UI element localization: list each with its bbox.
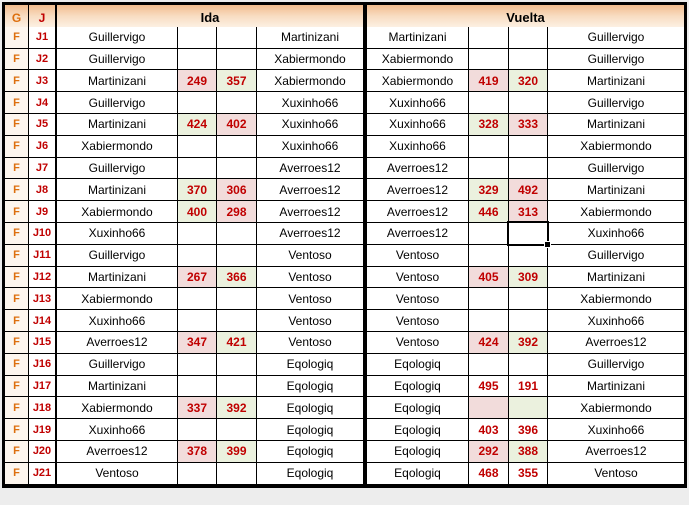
ida-away-player-cell[interactable]: Xuxinho66 bbox=[257, 136, 367, 158]
jornada-label-cell[interactable]: J15 bbox=[29, 332, 57, 354]
vuelta-home-score-cell[interactable]: 495 bbox=[469, 376, 509, 398]
ida-home-player-cell[interactable]: Martinizani bbox=[57, 267, 178, 289]
vuelta-away-score-cell[interactable] bbox=[509, 49, 548, 71]
vuelta-home-score-cell[interactable] bbox=[469, 397, 509, 419]
ida-away-score-cell[interactable] bbox=[217, 288, 257, 310]
ida-home-score-cell[interactable]: 249 bbox=[178, 70, 217, 92]
vuelta-away-score-cell[interactable] bbox=[509, 288, 548, 310]
vuelta-away-score-cell[interactable]: 313 bbox=[509, 201, 548, 223]
ida-away-score-cell[interactable] bbox=[217, 27, 257, 49]
ida-away-player-cell[interactable]: Xuxinho66 bbox=[257, 114, 367, 136]
ida-home-player-cell[interactable]: Martinizani bbox=[57, 70, 178, 92]
vuelta-home-score-cell[interactable] bbox=[469, 310, 509, 332]
ida-home-score-cell[interactable] bbox=[178, 288, 217, 310]
jornada-label-cell[interactable]: J17 bbox=[29, 376, 57, 398]
ida-home-player-cell[interactable]: Ventoso bbox=[57, 463, 178, 485]
ida-away-player-cell[interactable]: Eqologiq bbox=[257, 463, 367, 485]
vuelta-away-score-cell[interactable]: 191 bbox=[509, 376, 548, 398]
jornada-label-cell[interactable]: J1 bbox=[29, 27, 57, 49]
vuelta-home-player-cell[interactable]: Ventoso bbox=[367, 245, 469, 267]
vuelta-home-player-cell[interactable]: Ventoso bbox=[367, 332, 469, 354]
ida-away-player-cell[interactable]: Ventoso bbox=[257, 267, 367, 289]
ida-away-score-cell[interactable] bbox=[217, 419, 257, 441]
ida-away-player-cell[interactable]: Averroes12 bbox=[257, 223, 367, 245]
ida-home-player-cell[interactable]: Xabiermondo bbox=[57, 288, 178, 310]
ida-home-player-cell[interactable]: Martinizani bbox=[57, 179, 178, 201]
group-cell-cell[interactable]: F bbox=[5, 376, 29, 398]
group-cell-cell[interactable]: F bbox=[5, 354, 29, 376]
ida-home-player-cell[interactable]: Xuxinho66 bbox=[57, 310, 178, 332]
vuelta-away-score-cell[interactable] bbox=[509, 27, 548, 49]
vuelta-home-player-cell[interactable]: Xabiermondo bbox=[367, 70, 469, 92]
vuelta-home-score-cell[interactable] bbox=[469, 223, 509, 245]
group-cell-cell[interactable]: F bbox=[5, 92, 29, 114]
ida-away-score-cell[interactable]: 402 bbox=[217, 114, 257, 136]
ida-away-score-cell[interactable] bbox=[217, 49, 257, 71]
vuelta-away-player-cell[interactable]: Guillervigo bbox=[548, 49, 684, 71]
ida-home-score-cell[interactable] bbox=[178, 463, 217, 485]
vuelta-away-player-cell[interactable]: Xuxinho66 bbox=[548, 310, 684, 332]
ida-home-player-cell[interactable]: Averroes12 bbox=[57, 332, 178, 354]
vuelta-away-score-cell[interactable]: 355 bbox=[509, 463, 548, 485]
group-cell-cell[interactable]: F bbox=[5, 397, 29, 419]
vuelta-home-score-cell[interactable] bbox=[469, 158, 509, 180]
group-cell-cell[interactable]: F bbox=[5, 419, 29, 441]
vuelta-away-score-cell[interactable] bbox=[509, 397, 548, 419]
ida-home-player-cell[interactable]: Xabiermondo bbox=[57, 397, 178, 419]
ida-home-score-cell[interactable] bbox=[178, 27, 217, 49]
ida-away-score-cell[interactable] bbox=[217, 354, 257, 376]
ida-away-player-cell[interactable]: Averroes12 bbox=[257, 179, 367, 201]
vuelta-away-score-cell[interactable]: 396 bbox=[509, 419, 548, 441]
ida-home-player-cell[interactable]: Guillervigo bbox=[57, 27, 178, 49]
ida-away-score-cell[interactable]: 298 bbox=[217, 201, 257, 223]
group-cell-cell[interactable]: F bbox=[5, 158, 29, 180]
ida-away-player-cell[interactable]: Eqologiq bbox=[257, 376, 367, 398]
vuelta-away-score-cell[interactable]: 309 bbox=[509, 267, 548, 289]
vuelta-away-score-cell[interactable] bbox=[509, 92, 548, 114]
vuelta-home-player-cell[interactable]: Xuxinho66 bbox=[367, 136, 469, 158]
ida-away-score-cell[interactable] bbox=[217, 223, 257, 245]
ida-away-score-cell[interactable]: 421 bbox=[217, 332, 257, 354]
ida-away-player-cell[interactable]: Ventoso bbox=[257, 245, 367, 267]
vuelta-away-score-cell[interactable]: 492 bbox=[509, 179, 548, 201]
ida-home-score-cell[interactable] bbox=[178, 245, 217, 267]
jornada-label-cell[interactable]: J2 bbox=[29, 49, 57, 71]
vuelta-away-player-cell[interactable]: Guillervigo bbox=[548, 92, 684, 114]
ida-away-score-cell[interactable]: 357 bbox=[217, 70, 257, 92]
fixtures-grid bbox=[5, 5, 684, 485]
ida-away-player-cell[interactable]: Eqologiq bbox=[257, 354, 367, 376]
vuelta-away-player-cell[interactable]: Guillervigo bbox=[548, 354, 684, 376]
vuelta-away-player-cell[interactable]: Martinizani bbox=[548, 70, 684, 92]
group-cell-cell[interactable]: F bbox=[5, 201, 29, 223]
vuelta-away-player-cell[interactable]: Xabiermondo bbox=[548, 201, 684, 223]
vuelta-away-player-cell[interactable]: Ventoso bbox=[548, 463, 684, 485]
ida-away-score-cell[interactable] bbox=[217, 158, 257, 180]
vuelta-away-score-cell[interactable]: 388 bbox=[509, 441, 548, 463]
column-header-jornada[interactable]: J bbox=[29, 5, 57, 32]
vuelta-home-score-cell[interactable]: 424 bbox=[469, 332, 509, 354]
vuelta-home-player-cell[interactable]: Averroes12 bbox=[367, 201, 469, 223]
ida-away-score-cell[interactable]: 306 bbox=[217, 179, 257, 201]
group-cell-cell[interactable]: F bbox=[5, 245, 29, 267]
jornada-label-cell[interactable]: J6 bbox=[29, 136, 57, 158]
vuelta-away-player-cell[interactable]: Guillervigo bbox=[548, 245, 684, 267]
ida-away-score-cell[interactable] bbox=[217, 310, 257, 332]
ida-home-score-cell[interactable]: 400 bbox=[178, 201, 217, 223]
section-header-ida[interactable]: Ida bbox=[57, 5, 367, 32]
vuelta-away-player-cell[interactable]: Guillervigo bbox=[548, 158, 684, 180]
vuelta-home-score-cell[interactable] bbox=[469, 136, 509, 158]
ida-away-player-cell[interactable]: Averroes12 bbox=[257, 201, 367, 223]
jornada-label-cell[interactable]: J21 bbox=[29, 463, 57, 485]
ida-home-player-cell[interactable]: Guillervigo bbox=[57, 92, 178, 114]
vuelta-home-score-cell[interactable] bbox=[469, 92, 509, 114]
vuelta-home-score-cell[interactable]: 446 bbox=[469, 201, 509, 223]
jornada-label-cell[interactable]: J10 bbox=[29, 223, 57, 245]
vuelta-home-player-cell[interactable]: Eqologiq bbox=[367, 376, 469, 398]
vuelta-away-player-cell[interactable]: Martinizani bbox=[548, 267, 684, 289]
vuelta-away-player-cell[interactable]: Martinizani bbox=[548, 179, 684, 201]
vuelta-home-player-cell[interactable]: Eqologiq bbox=[367, 397, 469, 419]
vuelta-home-player-cell[interactable]: Eqologiq bbox=[367, 354, 469, 376]
ida-home-player-cell[interactable]: Xuxinho66 bbox=[57, 223, 178, 245]
ida-away-player-cell[interactable]: Averroes12 bbox=[257, 158, 367, 180]
jornada-label-cell[interactable]: J20 bbox=[29, 441, 57, 463]
section-header-vuelta[interactable]: Vuelta bbox=[367, 5, 684, 32]
jornada-label-cell[interactable]: J16 bbox=[29, 354, 57, 376]
ida-home-score-cell[interactable]: 347 bbox=[178, 332, 217, 354]
vuelta-home-score-cell[interactable] bbox=[469, 354, 509, 376]
vuelta-home-score-cell[interactable]: 328 bbox=[469, 114, 509, 136]
ida-home-score-cell[interactable] bbox=[178, 92, 217, 114]
ida-away-player-cell[interactable]: Eqologiq bbox=[257, 397, 367, 419]
jornada-label-cell[interactable]: J13 bbox=[29, 288, 57, 310]
ida-home-player-cell[interactable]: Guillervigo bbox=[57, 158, 178, 180]
ida-away-player-cell[interactable]: Ventoso bbox=[257, 310, 367, 332]
vuelta-away-player-cell[interactable]: Xabiermondo bbox=[548, 136, 684, 158]
jornada-label-cell[interactable]: J12 bbox=[29, 267, 57, 289]
ida-home-score-cell[interactable]: 370 bbox=[178, 179, 217, 201]
vuelta-home-score-cell[interactable] bbox=[469, 49, 509, 71]
ida-away-player-cell[interactable]: Ventoso bbox=[257, 288, 367, 310]
ida-home-score-cell[interactable]: 424 bbox=[178, 114, 217, 136]
jornada-label-cell[interactable]: J19 bbox=[29, 419, 57, 441]
vuelta-home-player-cell[interactable]: Xuxinho66 bbox=[367, 92, 469, 114]
vuelta-away-player-cell[interactable]: Martinizani bbox=[548, 114, 684, 136]
vuelta-home-score-cell[interactable] bbox=[469, 245, 509, 267]
ida-away-player-cell[interactable]: Xuxinho66 bbox=[257, 92, 367, 114]
group-cell-cell[interactable]: F bbox=[5, 332, 29, 354]
ida-away-score-cell[interactable] bbox=[217, 245, 257, 267]
jornada-label-cell[interactable]: J14 bbox=[29, 310, 57, 332]
ida-home-player-cell[interactable]: Xabiermondo bbox=[57, 201, 178, 223]
vuelta-away-player-cell[interactable]: Martinizani bbox=[548, 376, 684, 398]
vuelta-home-score-cell[interactable]: 292 bbox=[469, 441, 509, 463]
vuelta-home-player-cell[interactable]: Ventoso bbox=[367, 310, 469, 332]
ida-home-player-cell[interactable]: Guillervigo bbox=[57, 354, 178, 376]
jornada-label-cell[interactable]: J3 bbox=[29, 70, 57, 92]
ida-away-score-cell[interactable] bbox=[217, 136, 257, 158]
group-cell-cell[interactable]: F bbox=[5, 27, 29, 49]
vuelta-home-score-cell[interactable]: 419 bbox=[469, 70, 509, 92]
group-cell-cell[interactable]: F bbox=[5, 267, 29, 289]
ida-home-score-cell[interactable] bbox=[178, 136, 217, 158]
vuelta-home-player-cell[interactable]: Eqologiq bbox=[367, 419, 469, 441]
vuelta-away-player-cell[interactable]: Xuxinho66 bbox=[548, 419, 684, 441]
ida-home-player-cell[interactable]: Guillervigo bbox=[57, 49, 178, 71]
ida-home-score-cell[interactable] bbox=[178, 49, 217, 71]
vuelta-away-player-cell[interactable]: Xuxinho66 bbox=[548, 223, 684, 245]
vuelta-home-player-cell[interactable]: Martinizani bbox=[367, 27, 469, 49]
ida-home-player-cell[interactable]: Xuxinho66 bbox=[57, 419, 178, 441]
ida-home-player-cell[interactable]: Averroes12 bbox=[57, 441, 178, 463]
vuelta-home-score-cell[interactable] bbox=[469, 288, 509, 310]
vuelta-home-player-cell[interactable]: Averroes12 bbox=[367, 158, 469, 180]
group-cell-cell[interactable]: F bbox=[5, 70, 29, 92]
jornada-label-cell[interactable]: J4 bbox=[29, 92, 57, 114]
vuelta-away-score-cell[interactable]: 333 bbox=[509, 114, 548, 136]
ida-away-player-cell[interactable]: Eqologiq bbox=[257, 441, 367, 463]
group-cell-cell[interactable]: F bbox=[5, 179, 29, 201]
ida-away-score-cell[interactable]: 399 bbox=[217, 441, 257, 463]
vuelta-away-score-cell[interactable] bbox=[509, 354, 548, 376]
ida-home-player-cell[interactable]: Martinizani bbox=[57, 376, 178, 398]
jornada-label-cell[interactable]: J11 bbox=[29, 245, 57, 267]
ida-away-player-cell[interactable]: Ventoso bbox=[257, 332, 367, 354]
ida-home-score-cell[interactable]: 337 bbox=[178, 397, 217, 419]
vuelta-away-score-cell-selected[interactable] bbox=[509, 223, 548, 245]
vuelta-away-score-cell[interactable] bbox=[509, 158, 548, 180]
ida-home-player-cell[interactable]: Guillervigo bbox=[57, 245, 178, 267]
ida-home-player-cell[interactable]: Martinizani bbox=[57, 114, 178, 136]
vuelta-home-player-cell[interactable]: Eqologiq bbox=[367, 441, 469, 463]
group-cell-cell[interactable]: F bbox=[5, 136, 29, 158]
vuelta-home-player-cell[interactable]: Xuxinho66 bbox=[367, 114, 469, 136]
ida-away-player-cell[interactable]: Martinizani bbox=[257, 27, 367, 49]
ida-away-score-cell[interactable] bbox=[217, 92, 257, 114]
vuelta-away-player-cell[interactable]: Averroes12 bbox=[548, 332, 684, 354]
vuelta-away-score-cell[interactable]: 320 bbox=[509, 70, 548, 92]
vuelta-away-score-cell[interactable] bbox=[509, 310, 548, 332]
ida-away-score-cell[interactable] bbox=[217, 376, 257, 398]
ida-home-score-cell[interactable] bbox=[178, 419, 217, 441]
jornada-label-cell[interactable]: J8 bbox=[29, 179, 57, 201]
group-cell-cell[interactable]: F bbox=[5, 288, 29, 310]
vuelta-away-player-cell[interactable]: Xabiermondo bbox=[548, 397, 684, 419]
ida-away-player-cell[interactable]: Xabiermondo bbox=[257, 49, 367, 71]
vuelta-home-score-cell[interactable]: 403 bbox=[469, 419, 509, 441]
vuelta-away-score-cell[interactable]: 392 bbox=[509, 332, 548, 354]
ida-away-player-cell[interactable]: Eqologiq bbox=[257, 419, 367, 441]
group-cell-cell[interactable]: F bbox=[5, 463, 29, 485]
jornada-label-cell[interactable]: J18 bbox=[29, 397, 57, 419]
vuelta-away-score-cell[interactable] bbox=[509, 245, 548, 267]
vuelta-home-player-cell[interactable]: Xabiermondo bbox=[367, 49, 469, 71]
vuelta-home-score-cell[interactable]: 468 bbox=[469, 463, 509, 485]
vuelta-home-score-cell[interactable] bbox=[469, 27, 509, 49]
vuelta-home-player-cell[interactable]: Averroes12 bbox=[367, 223, 469, 245]
vuelta-away-player-cell[interactable]: Averroes12 bbox=[548, 441, 684, 463]
ida-home-score-cell[interactable]: 378 bbox=[178, 441, 217, 463]
ida-home-player-cell[interactable]: Xabiermondo bbox=[57, 136, 178, 158]
vuelta-home-score-cell[interactable]: 405 bbox=[469, 267, 509, 289]
vuelta-home-player-cell[interactable]: Averroes12 bbox=[367, 179, 469, 201]
group-cell-cell[interactable]: F bbox=[5, 310, 29, 332]
vuelta-home-player-cell[interactable]: Eqologiq bbox=[367, 463, 469, 485]
ida-home-score-cell[interactable] bbox=[178, 158, 217, 180]
ida-home-score-cell[interactable] bbox=[178, 223, 217, 245]
vuelta-home-score-cell[interactable]: 329 bbox=[469, 179, 509, 201]
group-cell-cell[interactable]: F bbox=[5, 114, 29, 136]
vuelta-away-score-cell[interactable] bbox=[509, 136, 548, 158]
jornada-label-cell[interactable]: J7 bbox=[29, 158, 57, 180]
group-cell-cell[interactable]: F bbox=[5, 49, 29, 71]
group-cell-cell[interactable]: F bbox=[5, 441, 29, 463]
ida-home-score-cell[interactable] bbox=[178, 354, 217, 376]
jornada-label-cell[interactable]: J9 bbox=[29, 201, 57, 223]
vuelta-away-player-cell[interactable]: Xabiermondo bbox=[548, 288, 684, 310]
vuelta-home-player-cell[interactable]: Ventoso bbox=[367, 288, 469, 310]
ida-away-score-cell[interactable]: 366 bbox=[217, 267, 257, 289]
jornada-label-cell[interactable]: J5 bbox=[29, 114, 57, 136]
ida-away-score-cell[interactable]: 392 bbox=[217, 397, 257, 419]
ida-home-score-cell[interactable]: 267 bbox=[178, 267, 217, 289]
fixtures-table bbox=[2, 2, 687, 488]
ida-home-score-cell[interactable] bbox=[178, 310, 217, 332]
ida-away-player-cell[interactable]: Xabiermondo bbox=[257, 70, 367, 92]
vuelta-away-player-cell[interactable]: Guillervigo bbox=[548, 27, 684, 49]
group-cell-cell[interactable]: F bbox=[5, 223, 29, 245]
ida-away-score-cell[interactable] bbox=[217, 463, 257, 485]
vuelta-home-player-cell[interactable]: Ventoso bbox=[367, 267, 469, 289]
column-header-g[interactable]: G bbox=[5, 5, 29, 32]
ida-home-score-cell[interactable] bbox=[178, 376, 217, 398]
